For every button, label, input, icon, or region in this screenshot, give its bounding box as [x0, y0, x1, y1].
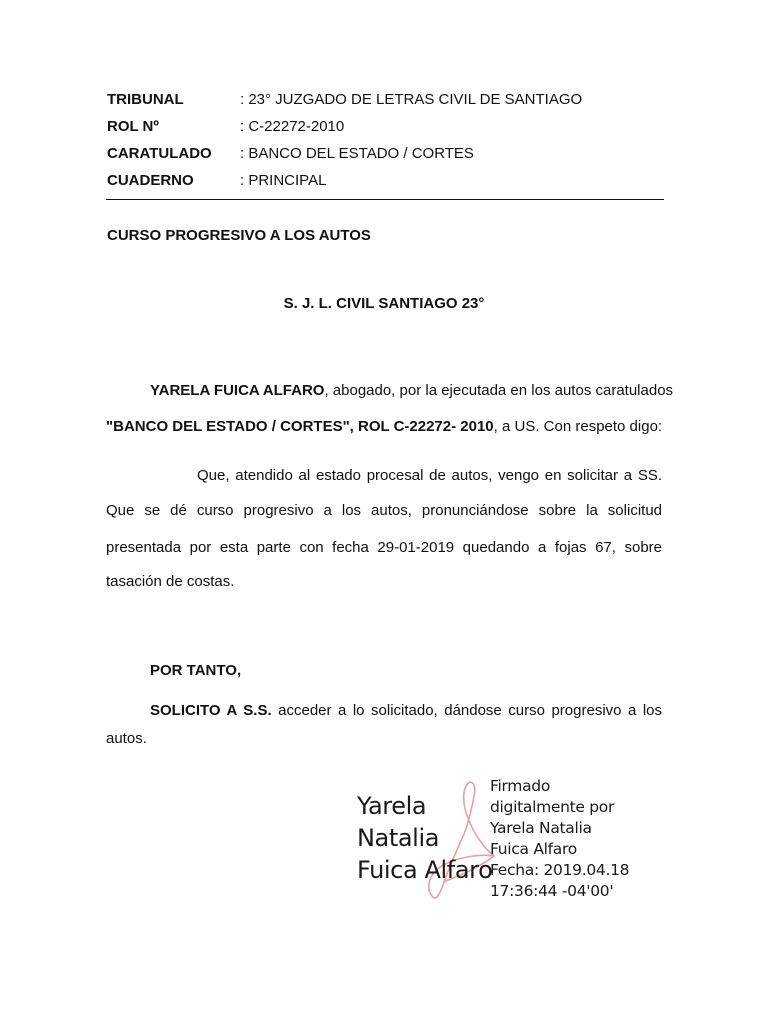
header-value: : BANCO DEL ESTADO / CORTES	[240, 145, 474, 162]
body-line: presentada por esta parte con fecha 29-01-2019 quedando a fojas 67, sobre	[106, 539, 662, 556]
signature-name-line: Natalia	[357, 824, 440, 852]
request-line-1	[150, 701, 662, 721]
header-value: : C-22272-2010	[240, 118, 345, 135]
header-label: CARATULADO	[107, 145, 212, 162]
signature-name-line: Yarela	[357, 792, 427, 820]
signature-detail-line: 17:36:44 -04'00'	[490, 882, 614, 900]
intro-line-1	[150, 381, 674, 401]
header-value: : PRINCIPAL	[240, 172, 327, 189]
por-tanto-heading: POR TANTO,	[150, 662, 242, 679]
header-label: CUADERNO	[107, 172, 194, 189]
signature-detail-line: Yarela Natalia	[490, 819, 592, 837]
signature-detail-line: Fecha: 2019.04.18	[490, 861, 630, 879]
signature-detail-line: digitalmente por	[490, 798, 615, 816]
header-divider	[106, 199, 664, 200]
request-text: acceder a lo solicitado, dándose curso progresivo a los	[271, 702, 663, 719]
document-subject: CURSO PROGRESIVO A LOS AUTOS	[107, 227, 371, 244]
signature-name-line: Fuica Alfaro	[357, 856, 493, 884]
request-line-2: autos.	[106, 730, 147, 747]
lawyer-name: YARELA FUICA ALFARO	[150, 382, 325, 399]
request-lead: SOLICITO A S.S.	[150, 702, 272, 719]
intro-text: , a US. Con respeto digo:	[493, 418, 663, 435]
document-addressee: S. J. L. CIVIL SANTIAGO 23°	[283, 295, 485, 312]
header-label: ROL Nº	[107, 118, 159, 135]
header-value: : 23° JUZGADO DE LETRAS CIVIL DE SANTIAGO	[240, 91, 583, 108]
body-line: Que se dé curso progresivo a los autos, pronunciándose sobre la solicitud	[106, 502, 662, 519]
intro-text: , abogado, por la ejecutada en los autos caratulados	[324, 382, 674, 399]
intro-line-2	[106, 417, 662, 437]
header-label: TRIBUNAL	[107, 91, 184, 108]
case-reference: "BANCO DEL ESTADO / CORTES", ROL C-22272- 2010	[106, 418, 494, 435]
signature-detail-line: Fuica Alfaro	[490, 840, 577, 858]
body-line: Que, atendido al estado procesal de autos, vengo en solicitar a SS.	[197, 467, 662, 484]
body-line: tasación de costas.	[106, 573, 235, 590]
signature-detail-line: Firmado	[490, 777, 551, 795]
